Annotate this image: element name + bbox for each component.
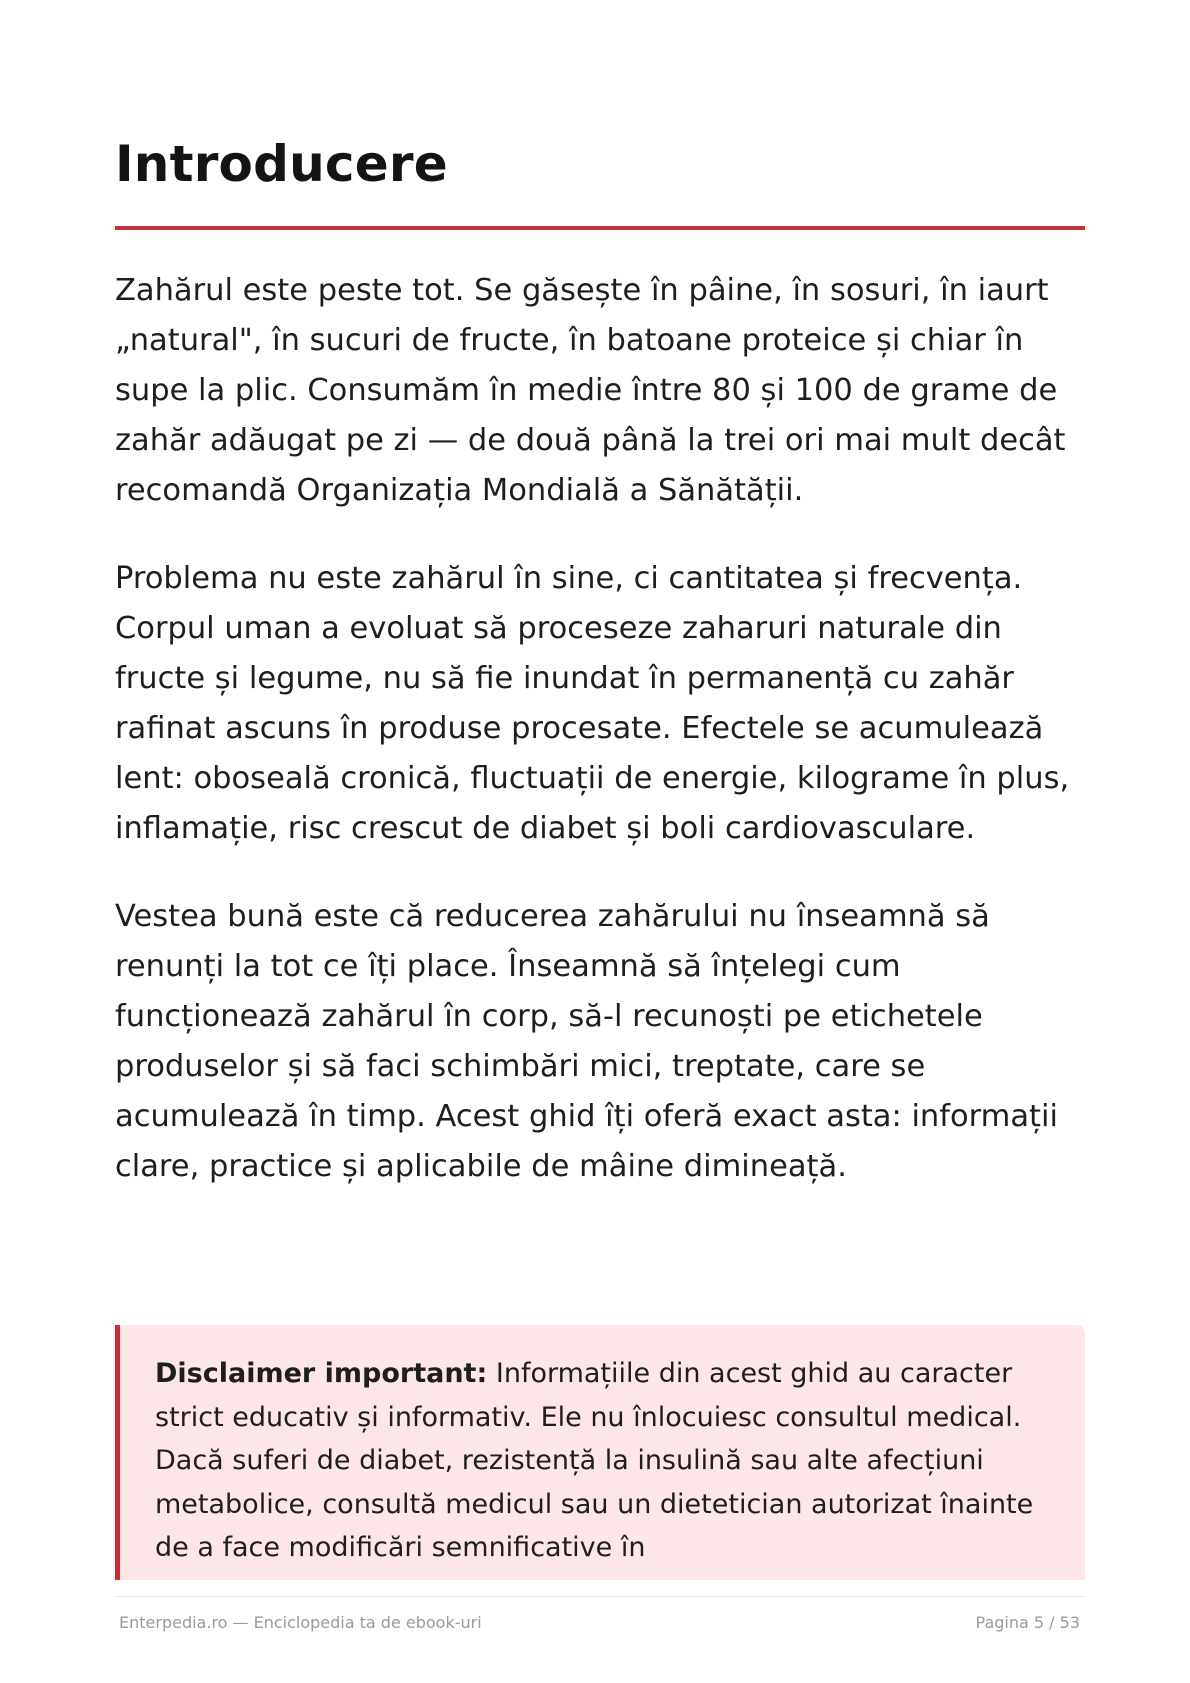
footer-page-number: Pagina 5 / 53	[975, 1613, 1080, 1632]
title-divider	[115, 226, 1085, 230]
paragraph-1: Zahărul este peste tot. Se găsește în pâine, în sosuri, în iaurt „natural", în sucuri de fructe, în batoane proteice și chiar în supe la plic. Consumăm în medie între 80 și 100 de grame de zahăr adăugat pe zi — de două până la trei ori mai mult decât recomandă Organizația Mondială a Sănătății.	[115, 273, 1066, 508]
callout-accent-bar	[115, 1325, 120, 1580]
body-text	[115, 266, 1090, 1230]
paragraph-3: Vestea bună este că reducerea zahărului nu înseamnă să renunți la tot ce îți place. Înseamnă să înțelegi cum funcționează zahărul în corp, să-l recunoști pe etichetele produselor și să faci schimbări mici, treptate, care se acumulează în timp. Acest ghid îți oferă exact asta: informații clare, practice și aplicabile de mâine dimineață.	[115, 899, 1058, 1184]
document-page	[115, 0, 1085, 1683]
callout-label: Disclaimer important:	[155, 1358, 488, 1389]
callout-text	[155, 1352, 1070, 1570]
callout-body: Informațiile din acest ghid au caracter strict educativ și informativ. Ele nu înlocuiesc consultul medical. Dacă suferi de diabet, rezistență la insulină sau alte afecțiuni metabolice, consultă medicul sau un dietetician autorizat înainte de a face modificări semnificative în	[155, 1358, 1034, 1563]
footer-divider	[115, 1596, 1085, 1597]
disclaimer-callout	[115, 1325, 1085, 1580]
paragraph-2: Problema nu este zahărul în sine, ci cantitatea și frecvența. Corpul uman a evoluat să proceseze zaharuri naturale din fructe și legume, nu să fie inundat în permanență cu zahăr rafinat ascuns în produse procesate. Efectele se acumulează lent: oboseală cronică, fluctuații de energie, kilograme în plus, inflamație, risc crescut de diabet și boli cardiovasculare.	[115, 561, 1070, 846]
footer-site-name: Enterpedia.ro — Enciclopedia ta de ebook-uri	[119, 1613, 482, 1632]
page-title: Introducere	[115, 135, 448, 193]
